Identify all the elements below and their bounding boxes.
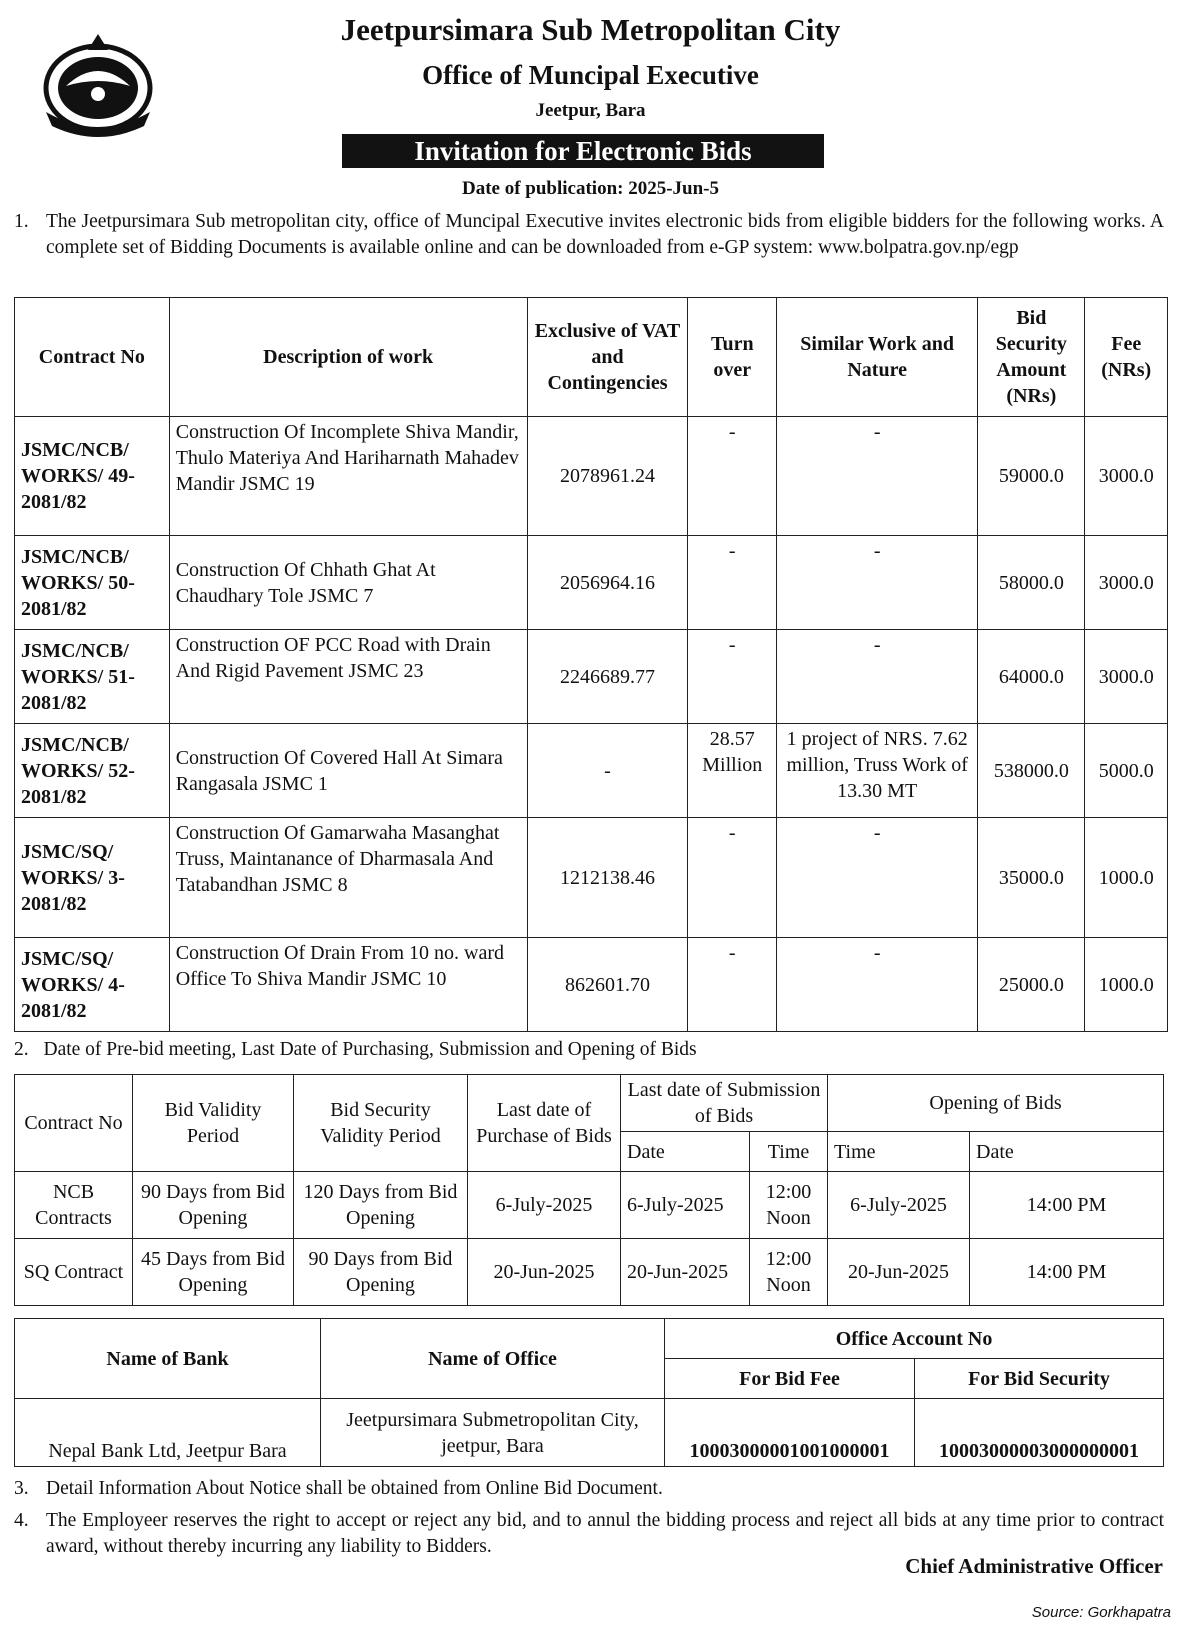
org-name: Jeetpursimara Sub Metropolitan City: [340, 12, 841, 47]
work-description: Construction Of Covered Hall At Simara Rangasala JSMC 1: [169, 724, 527, 818]
column-header: Time: [828, 1132, 970, 1172]
similar-work: -: [777, 630, 978, 724]
contract-no: JSMC/NCB/ WORKS/ 49-2081/82: [15, 417, 170, 536]
estimate-amount: 2246689.77: [527, 630, 688, 724]
bid-validity: 45 Days from Bid Opening: [133, 1239, 294, 1306]
column-header: Office Account No: [665, 1319, 1164, 1359]
bid-security: 538000.0: [978, 724, 1085, 818]
contract-no: JSMC/NCB/ WORKS/ 50-2081/82: [15, 536, 170, 630]
fee: 3000.0: [1085, 630, 1168, 724]
office-name: Office of Muncipal Executive: [422, 60, 759, 90]
column-header: Bid Validity Period: [133, 1075, 294, 1172]
bid-dates-table: [14, 1074, 1164, 1306]
opening-date: 14:00 PM: [970, 1239, 1164, 1306]
table-row: [15, 417, 1168, 536]
bid-security: 59000.0: [978, 417, 1085, 536]
source-credit: Source: Gorkhapatra: [1031, 1604, 1171, 1621]
table-row: [15, 1239, 1164, 1306]
column-header: Name of Office: [321, 1319, 665, 1399]
column-header: Contract No: [15, 1075, 133, 1172]
column-header: Description of work: [169, 298, 527, 417]
contract-no: JSMC/SQ/ WORKS/ 3-2081/82: [15, 818, 170, 938]
fee: 3000.0: [1085, 417, 1168, 536]
office-name-cell: Jeetpursimara Submetropolitan City, jeetpur, Bara: [321, 1399, 665, 1467]
work-description: Construction Of Incomplete Shiva Mandir, Thulo Materiya And Hariharnath Mahadev Mandir JSMC 19: [169, 417, 527, 536]
column-header: Exclusive of VAT and Contingencies: [527, 298, 688, 417]
turnover: -: [688, 818, 777, 938]
bid-security: 25000.0: [978, 938, 1085, 1032]
bid-security: 35000.0: [978, 818, 1085, 938]
fee: 1000.0: [1085, 818, 1168, 938]
opening-time: 20-Jun-2025: [828, 1239, 970, 1306]
similar-work: 1 project of NRS. 7.62 million, Truss Work of 13.30 MT: [777, 724, 978, 818]
estimate-amount: 1212138.46: [527, 818, 688, 938]
works-table: [14, 297, 1168, 1032]
table-row: [15, 1399, 1164, 1467]
security-validity: 90 Days from Bid Opening: [294, 1239, 468, 1306]
contract-no: JSMC/NCB/ WORKS/ 52-2081/82: [15, 724, 170, 818]
paragraph-4: [14, 1508, 1164, 1560]
column-header: Date: [621, 1132, 750, 1172]
column-header: Similar Work and Nature: [777, 298, 978, 417]
table-row: [15, 938, 1168, 1032]
similar-work: -: [777, 818, 978, 938]
bid-security: 64000.0: [978, 630, 1085, 724]
security-account-no: 10003000003000000001: [915, 1399, 1164, 1467]
fee: 5000.0: [1085, 724, 1168, 818]
similar-work: -: [777, 536, 978, 630]
opening-time: 6-July-2025: [828, 1172, 970, 1239]
table-header-row: [15, 1075, 1164, 1132]
paragraph-text: Date of Pre-bid meeting, Last Date of Purchasing, Submission and Opening of Bids: [43, 1039, 697, 1060]
paragraph-number: 3.: [14, 1478, 29, 1499]
publication-date: Date of publication: 2025-Jun-5: [461, 178, 720, 199]
column-header: Opening of Bids: [828, 1075, 1164, 1132]
purchase-date: 20-Jun-2025: [468, 1239, 621, 1306]
column-header: Date: [970, 1132, 1164, 1172]
submission-time: 12:00 Noon: [750, 1172, 828, 1239]
fee-account-no: 10003000001001000001: [665, 1399, 915, 1467]
work-description: Construction Of Gamarwaha Masanghat Truss, Maintanance of Dharmasala And Tatabandhan JSMC 8: [169, 818, 527, 938]
table-row: [15, 818, 1168, 938]
submission-date: 20-Jun-2025: [621, 1239, 750, 1306]
column-header: Last date of Submission of Bids: [621, 1075, 828, 1132]
turnover: -: [688, 417, 777, 536]
turnover: -: [688, 630, 777, 724]
contract-no: JSMC/NCB/ WORKS/ 51-2081/82: [15, 630, 170, 724]
fee: 3000.0: [1085, 536, 1168, 630]
column-header: Turn over: [688, 298, 777, 417]
work-description: Construction Of Chhath Ghat At Chaudhary Tole JSMC 7: [169, 536, 527, 630]
work-description: Construction Of Drain From 10 no. ward Office To Shiva Mandir JSMC 10: [169, 938, 527, 1032]
notice-banner: Invitation for Electronic Bids: [342, 134, 824, 168]
paragraph-text: Detail Information About Notice shall be obtained from Online Bid Document.: [46, 1478, 663, 1499]
contract-type: SQ Contract: [15, 1239, 133, 1306]
paragraph-2: [14, 1039, 697, 1061]
table-header-row: [15, 1319, 1164, 1359]
bid-security: 58000.0: [978, 536, 1085, 630]
column-header: For Bid Security: [915, 1359, 1164, 1399]
submission-time: 12:00 Noon: [750, 1239, 828, 1306]
table-header-row: [15, 298, 1168, 417]
similar-work: -: [777, 938, 978, 1032]
turnover: -: [688, 938, 777, 1032]
turnover: -: [688, 536, 777, 630]
paragraph-text: The Employeer reserves the right to accept or reject any bid, and to annul the bidding process and reject all bids at any time prior to contract award, without thereby incurring any liability to Bidders.: [46, 1510, 1164, 1557]
similar-work: -: [777, 417, 978, 536]
bank-account-table: [14, 1318, 1164, 1467]
fee: 1000.0: [1085, 938, 1168, 1032]
column-header: For Bid Fee: [665, 1359, 915, 1399]
turnover: 28.57 Million: [688, 724, 777, 818]
security-validity: 120 Days from Bid Opening: [294, 1172, 468, 1239]
estimate-amount: 862601.70: [527, 938, 688, 1032]
paragraph-1: [14, 209, 1164, 261]
column-header: Last date of Purchase of Bids: [468, 1075, 621, 1172]
work-description: Construction OF PCC Road with Drain And Rigid Pavement JSMC 23: [169, 630, 527, 724]
bid-validity: 90 Days from Bid Opening: [133, 1172, 294, 1239]
paragraph-number: 1.: [14, 211, 29, 232]
column-header: Name of Bank: [15, 1319, 321, 1399]
bank-name: Nepal Bank Ltd, Jeetpur Bara: [15, 1399, 321, 1467]
column-header: Bid Security Validity Period: [294, 1075, 468, 1172]
table-row: [15, 1172, 1164, 1239]
paragraph-number: 4.: [14, 1510, 29, 1531]
column-header: Contract No: [15, 298, 170, 417]
signatory: Chief Administrative Officer: [905, 1554, 1163, 1578]
paragraph-3: [14, 1476, 1164, 1502]
estimate-amount: 2078961.24: [527, 417, 688, 536]
contract-type: NCB Contracts: [15, 1172, 133, 1239]
estimate-amount: -: [527, 724, 688, 818]
paragraph-text: The Jeetpursimara Sub metropolitan city, office of Muncipal Executive invites electronic bids from eligible bidders for the following works. A complete set of Bidding Documents is available online and can be downloaded from e-GP system: www.bolpatra.gov.np/egp: [46, 211, 1164, 258]
column-header: Bid Security Amount (NRs): [978, 298, 1085, 417]
contract-no: JSMC/SQ/ WORKS/ 4-2081/82: [15, 938, 170, 1032]
table-row: [15, 536, 1168, 630]
opening-date: 14:00 PM: [970, 1172, 1164, 1239]
table-row: [15, 630, 1168, 724]
column-header: Fee (NRs): [1085, 298, 1168, 417]
table-row: [15, 724, 1168, 818]
purchase-date: 6-July-2025: [468, 1172, 621, 1239]
office-location: Jeetpur, Bara: [535, 100, 646, 121]
submission-date: 6-July-2025: [621, 1172, 750, 1239]
paragraph-number: 2.: [14, 1039, 29, 1060]
estimate-amount: 2056964.16: [527, 536, 688, 630]
column-header: Time: [750, 1132, 828, 1172]
